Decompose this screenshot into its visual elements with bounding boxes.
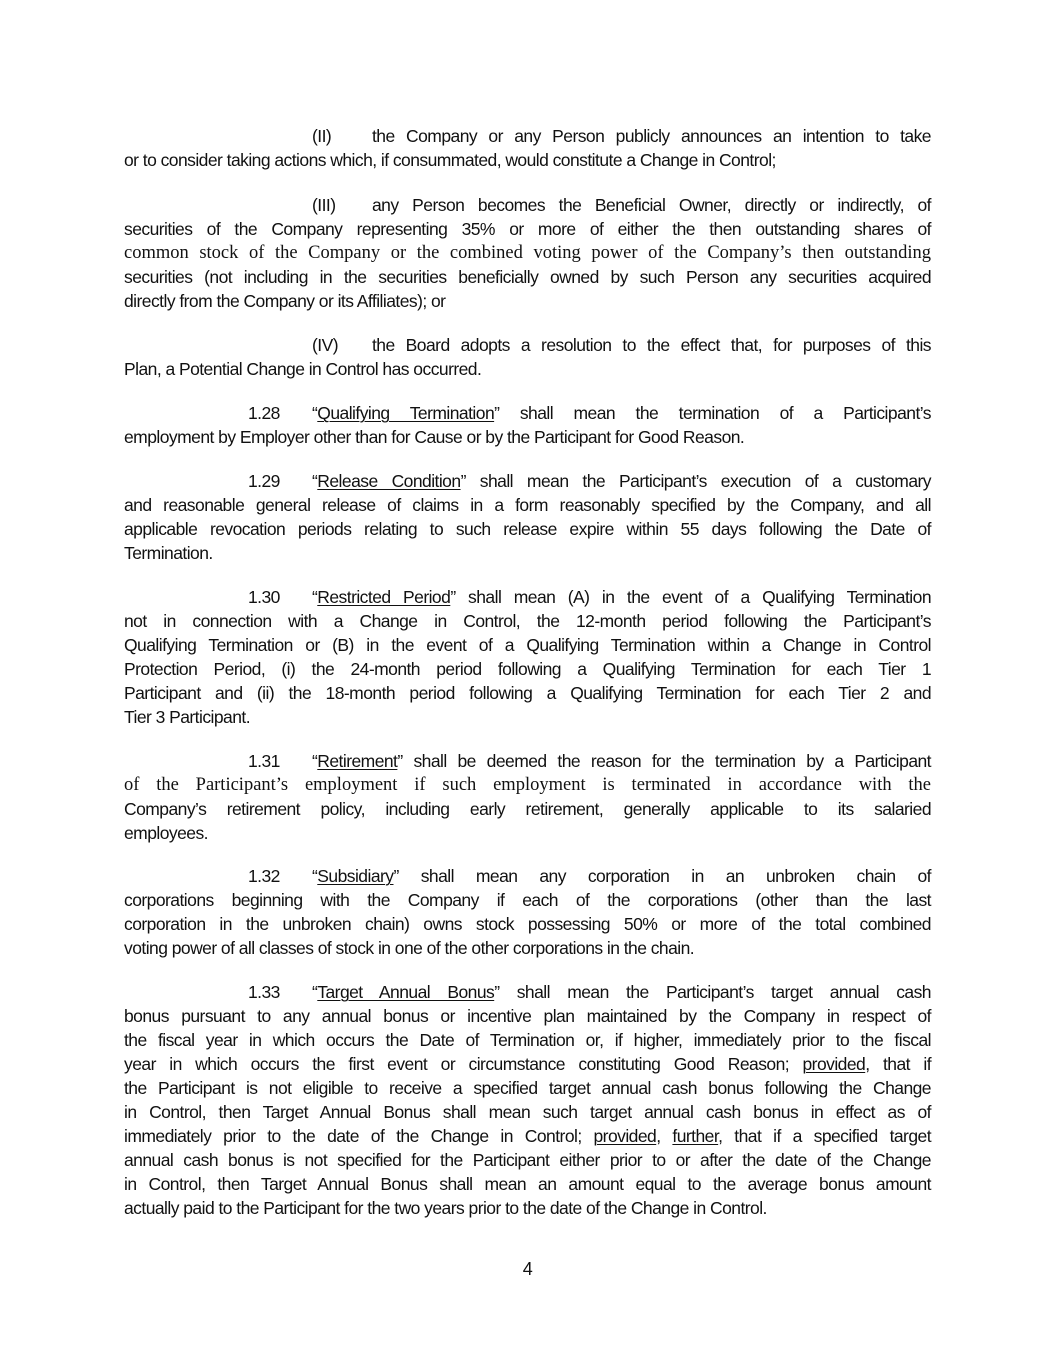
definition-text: ” shall mean (A) in the event of a Qualifying Termination <box>450 587 931 607</box>
clause-iii-line-2: securities of the Company representing 35% or more of either the then outstanding shares of <box>124 219 931 239</box>
section-number: 1.31 <box>248 751 280 771</box>
definition-line-5: the Participant is not eligible to receive a specified target annual cash bonus following the Change <box>124 1078 931 1098</box>
text-run: , that if <box>865 1054 932 1074</box>
definition-line-4: Termination. <box>124 543 213 563</box>
section-number: 1.30 <box>248 587 280 607</box>
definition-line-9: in Control, then Target Annual Bonus shall mean an amount equal to the average bonus amount <box>124 1174 931 1194</box>
provided-term: provided <box>802 1054 866 1074</box>
open-quote: “ <box>312 587 318 607</box>
clause-label: (IV) <box>312 335 338 355</box>
clause-ii-line-1 <box>124 124 931 148</box>
clause-iii-line-4: securities (not including in the securities beneficially owned by such Person any securities acquired <box>124 267 931 287</box>
clause-iv-line-2: Plan, a Potential Change in Control has occurred. <box>124 359 482 379</box>
clause-text: any Person becomes the Beneficial Owner, directly or indirectly, of <box>372 195 931 215</box>
open-quote: “ <box>312 751 318 771</box>
definition-line-1 <box>124 401 931 425</box>
definition-line-1 <box>124 980 931 1004</box>
defined-term: Qualifying Termination <box>317 403 495 423</box>
definition-line-6: Tier 3 Participant. <box>124 707 251 727</box>
definition-text: ” shall be deemed the reason for the termination by a Participant <box>397 751 931 771</box>
clause-iii <box>124 193 931 313</box>
definition-line-2: bonus pursuant to any annual bonus or incentive plan maintained by the Company in respect of <box>124 1006 931 1026</box>
definition-line-6: in Control, then Target Annual Bonus shall mean such target annual cash bonus in effect as of <box>124 1102 931 1122</box>
definition-1-33 <box>124 980 931 1220</box>
section-number: 1.29 <box>248 471 280 491</box>
definition-line-2: of the Participant’s employment if such employment is terminated in accordance with the <box>124 775 931 795</box>
text-run: year in which occurs the first event or circumstance constituting Good Reason; <box>124 1054 803 1074</box>
definition-line-7 <box>124 1124 931 1148</box>
definition-line-2: employment by Employer other than for Cause or by the Participant for Good Reason. <box>124 427 745 447</box>
section-number: 1.28 <box>248 403 280 423</box>
definition-text: ” shall mean any corporation in an unbroken chain of <box>393 866 931 886</box>
definition-line-3: the fiscal year in which occurs the Date of Termination or, if higher, immediately prior to the fiscal <box>124 1030 931 1050</box>
definition-line-3: applicable revocation periods relating to such release expire within 55 days following the Date of <box>124 519 931 539</box>
definition-line-3: Qualifying Termination or (B) in the event of a Qualifying Termination within a Change in Control <box>124 635 931 655</box>
clause-label: (III) <box>312 195 336 215</box>
text-run: immediately prior to the date of the Change in Control; <box>124 1126 594 1146</box>
definition-line-4: voting power of all classes of stock in one of the other corporations in the chain. <box>124 938 695 958</box>
clause-ii <box>124 124 931 172</box>
definition-text: ” shall mean the Participant’s execution of a customary <box>460 471 931 491</box>
page-number: 4 <box>522 1259 533 1279</box>
definition-1-31 <box>124 749 931 845</box>
definition-line-2: corporations beginning with the Company if each of the corporations (other than the last <box>124 890 931 910</box>
section-number: 1.33 <box>248 982 280 1002</box>
definition-line-3: Company’s retirement policy, including early retirement, generally applicable to its salaried <box>124 799 931 819</box>
provided-term: provided <box>593 1126 657 1146</box>
definition-line-8: annual cash bonus is not specified for the Participant either prior to or after the date of the Change <box>124 1150 931 1170</box>
definition-line-4: Protection Period, (i) the 24-month period following a Qualifying Termination for each Tier 1 <box>124 659 931 679</box>
definition-1-30 <box>124 585 931 729</box>
clause-text: the Company or any Person publicly announces an intention to take <box>372 126 931 146</box>
defined-term: Restricted Period <box>317 587 451 607</box>
further-term: further <box>672 1126 719 1146</box>
clause-ii-line-2: or to consider taking actions which, if consummated, would constitute a Change in Control; <box>124 150 776 170</box>
clause-label: (II) <box>312 126 332 146</box>
defined-term: Target Annual Bonus <box>317 982 495 1002</box>
defined-term: Subsidiary <box>317 866 394 886</box>
open-quote: “ <box>312 471 318 491</box>
definition-1-32 <box>124 864 931 960</box>
definition-line-3: corporation in the unbroken chain) owns stock possessing 50% or more of the total combined <box>124 914 931 934</box>
definition-line-10: actually paid to the Participant for the two years prior to the date of the Change in Control. <box>124 1198 767 1218</box>
definition-line-2: and reasonable general release of claims in a form reasonably specified by the Company, and all <box>124 495 931 515</box>
definition-line-4: employees. <box>124 823 208 843</box>
clause-iii-line-3: common stock of the Company or the combined voting power of the Company’s then outstanding <box>124 243 931 263</box>
open-quote: “ <box>312 982 318 1002</box>
clause-iii-line-1 <box>124 193 931 217</box>
definition-line-5: Participant and (ii) the 18-month period following a Qualifying Termination for each Tier 2 and <box>124 683 931 703</box>
open-quote: “ <box>312 866 318 886</box>
definition-line-1 <box>124 749 931 773</box>
text-run: , that if a specified target <box>718 1126 932 1146</box>
clause-text: the Board adopts a resolution to the effect that, for purposes of this <box>372 335 931 355</box>
defined-term: Retirement <box>317 751 398 771</box>
definition-line-1 <box>124 469 931 493</box>
definition-text: ” shall mean the Participant’s target annual cash <box>494 982 931 1002</box>
clause-iv <box>124 333 931 381</box>
definition-1-28 <box>124 401 931 449</box>
definition-line-1 <box>124 585 931 609</box>
definition-line-2: not in connection with a Change in Control, the 12-month period following the Participant’s <box>124 611 931 631</box>
open-quote: “ <box>312 403 318 423</box>
definition-line-1 <box>124 864 931 888</box>
definition-text: ” shall mean the termination of a Participant’s <box>494 403 931 423</box>
defined-term: Release Condition <box>317 471 461 491</box>
definition-line-4 <box>124 1052 931 1076</box>
definition-1-29 <box>124 469 931 565</box>
text-run: , <box>656 1126 673 1146</box>
clause-iii-line-5: directly from the Company or its Affiliates); or <box>124 291 446 311</box>
section-number: 1.32 <box>248 866 280 886</box>
clause-iv-line-1 <box>124 333 931 357</box>
